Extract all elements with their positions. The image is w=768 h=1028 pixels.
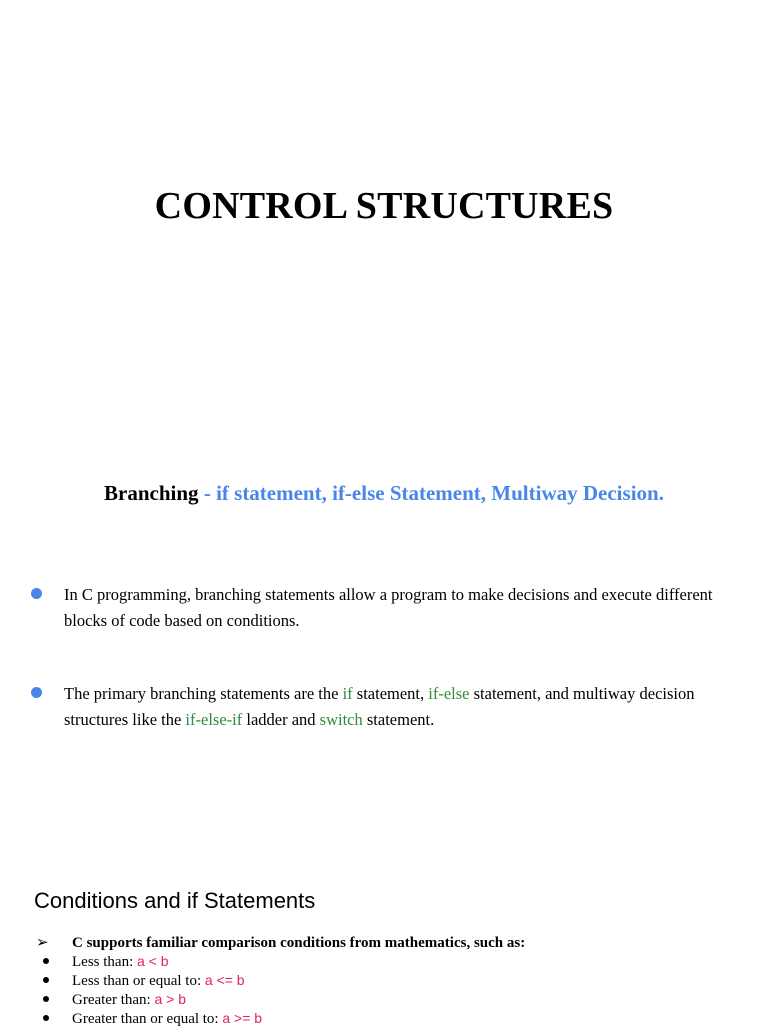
bullet-paragraph-2: [64, 681, 732, 733]
condition-expr: a < b: [137, 953, 169, 969]
conditions-list: [40, 952, 262, 1028]
condition-label: Less than:: [72, 954, 137, 970]
black-dot-bullet-icon: [43, 996, 49, 1002]
blue-dot-bullet-icon: [31, 588, 42, 599]
list-item: [40, 1009, 262, 1028]
black-dot-bullet-icon: [43, 1015, 49, 1021]
condition-label: Greater than:: [72, 992, 155, 1008]
text-run: statement,: [352, 684, 429, 703]
condition-expr: a >= b: [222, 1010, 263, 1026]
page-title: CONTROL STRUCTURES: [154, 185, 614, 227]
list-item: [40, 952, 262, 971]
keyword-switch: switch: [319, 710, 363, 729]
text-run: The primary branching statements are the: [64, 684, 343, 703]
text-run: statement.: [362, 710, 435, 729]
blue-dot-bullet-icon: [31, 687, 42, 698]
branching-heading: [100, 477, 668, 510]
section-intro-item: [36, 933, 525, 952]
keyword-if-else-if: if-else-if: [185, 710, 243, 729]
text-run: statement, and multiway decision structures like the: [64, 684, 695, 729]
condition-expr: a > b: [154, 991, 186, 1007]
section-intro: C supports familiar comparison conditions from mathematics, such as:: [72, 935, 526, 951]
branching-separator: -: [198, 481, 217, 505]
black-dot-bullet-icon: [43, 977, 49, 983]
condition-expr: a <= b: [204, 972, 245, 988]
branching-label: Branching: [104, 481, 199, 505]
keyword-if-else: if-else: [428, 684, 470, 703]
branching-topics: if statement, if-else Statement, Multiway Decision.: [216, 481, 664, 505]
condition-label: Greater than or equal to:: [72, 1011, 223, 1027]
black-dot-bullet-icon: [43, 958, 49, 964]
keyword-if: if: [342, 684, 353, 703]
arrowhead-bullet-icon: ➢: [36, 933, 49, 951]
list-item: [40, 971, 262, 990]
section-heading: Conditions and if Statements: [34, 888, 316, 913]
list-item: [40, 990, 262, 1009]
bullet-paragraph-1: In C programming, branching statements allow a program to make decisions and execute different blocks of code based on conditions.: [64, 585, 713, 630]
condition-label: Less than or equal to:: [72, 973, 205, 989]
text-run: ladder and: [242, 710, 320, 729]
